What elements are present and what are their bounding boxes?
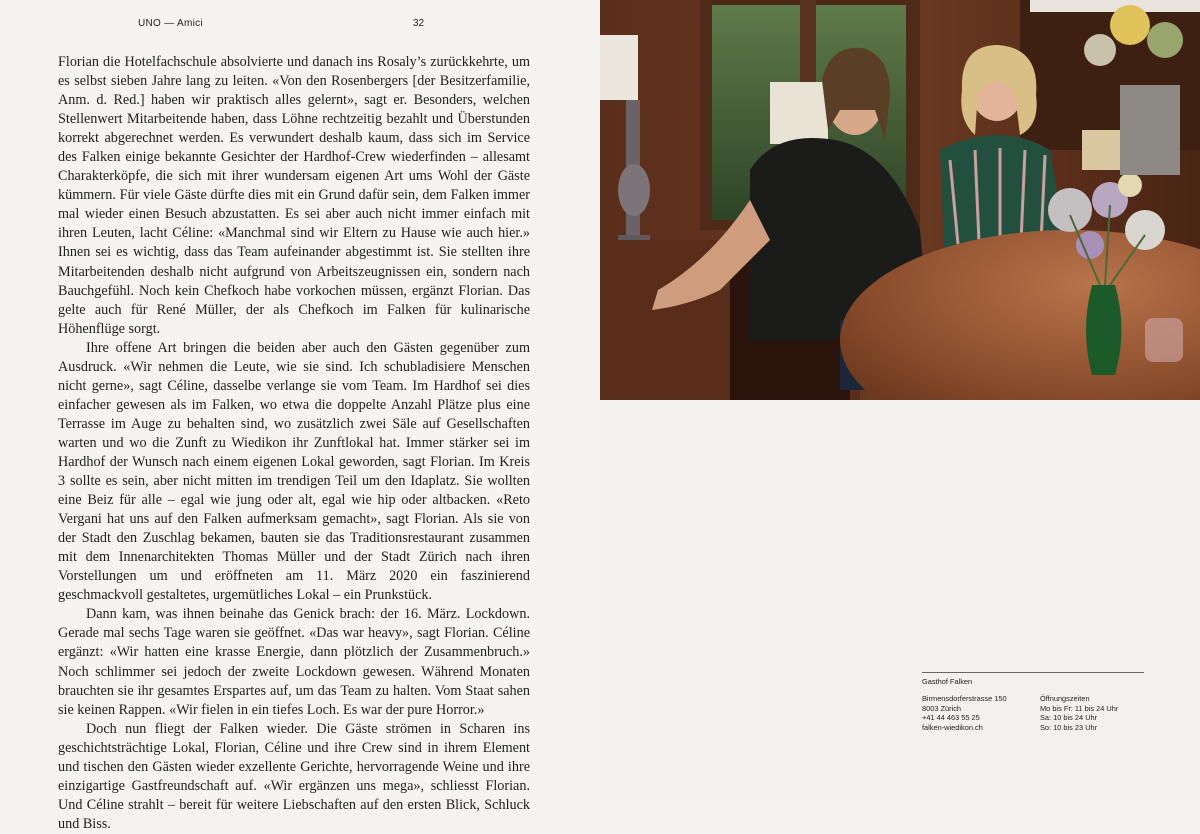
phone-number: +41 44 463 55 25 (922, 713, 980, 723)
hours-sunday: So: 10 bis 23 Uhr (1040, 722, 1098, 732)
restaurant-photo (600, 0, 1200, 400)
right-page (600, 0, 1200, 800)
paragraph: Doch nun fliegt der Falken wieder. Die Gäste strömen in Scharen ins geschichtsträchtige Lokal, Florian, Céline und ihre Crew sind in ihrem Element und tischen den Gästen wieder exzellente Gerichte, hervorragende Weine und ihre einzigartige Gastfreundschaft auf. «Wir ergänzen uns mega», schliesst Florian. Und Céline strahlt – bereit für weitere Liebschaften auf den ersten Blick, Schluck und Biss. (58, 720, 530, 832)
paragraph: Dann kam, was ihnen beinahe das Genick brach: der 16. März. Lockdown. Gerade mal sechs Tage waren sie geöffnet. «Das war heavy», sagt Florian. Céline ergänzt: «Wir hatten eine krasse Energie, dann plötzlich der Zusammenbruch.» Noch schlimmer sei jedoch der zweite Lockdown gewesen. Während Monaten brauchten sie ihr gesamtes Erspartes auf, um das Team zu halten. Vom Staat sahen sie keinen Rappen. «Wir fielen in ein tiefes Loch. Es war der pure Horror.» (58, 606, 530, 718)
article-body (58, 53, 530, 834)
opening-hours-title: Öffnungszeiten (1040, 694, 1090, 703)
address-block (922, 694, 1007, 732)
hours-saturday: Sa: 10 bis 24 Uhr (1040, 713, 1098, 723)
website-link[interactable]: falken-wiedikon.ch (922, 722, 983, 732)
running-head: UNO — Amici (138, 18, 203, 29)
paragraph: Ihre offene Art bringen die beiden aber auch den Gästen gegenüber zum Ausdruck. «Wir nehmen die Leute, wie sie sind. Ich schubladisiere Menschen nicht gerne», sagt Céline, dasselbe verlange sie vom Team. Im Hardhof sei dies einfacher gewesen als im Falken, wo etwa die doppelte Anzahl Plätze plus eine Terrasse im Auge zu behalten sind, wo zusätzlich zwei Säle auf Gesellschaften warten und wo die Zunft zu Wiedikon ihr Zunftlokal hat. Immer stärker sei im Hardhof der Wunsch nach einem eigenen Lokal geworden, sagt Florian. Im Kreis 3 sollte es sein, aber nicht mitten im trendigen Teil um den Idaplatz. Sie wollten eine Beiz für alle – egal wie jung oder alt, egal wie hip oder altbacken. «Reto Vergani hat uns auf den Falken aufmerksam gemacht», sagt Florian. Als sie von der Stadt den Zuschlag bekamen, bauten sie das Traditionsrestaurant zusammen mit dem Innenarchitekten Thomas Müller und der Stadt Zürich nach ihren Vorstellungen um und eröffneten am 11. März 2020 ein faszinierend geschmackvoll gestaltetes, urgemütliches Lokal – ein Prunkstück. (58, 339, 530, 604)
address-city: 8003 Zürich (922, 703, 962, 713)
info-rule (922, 672, 1144, 673)
restaurant-name: Gasthof Falken (922, 677, 973, 686)
restaurant-info (922, 677, 1152, 737)
paragraph: Florian die Hotelfachschule absolvierte und danach ins Rosaly’s zurückkehrte, um es selbst sieben Jahre lang zu leiten. «Von den Rosenbergers [der Besitzerfamilie, Anm. d. Red.] haben wir praktisch alles gelernt», sagt er. Besonders, welchen Stellenwert Mitarbeitende haben, dass Löhne rechtzeitig bezahlt und Überstunden korrekt abgerechnet werden. Es verwundert deshalb kaum, dass sich im Service des Falken einige bekannte Gesichter der Hardhof-Crew wiederfinden – allesamt Charakterköpfe, die sich mit ihrer wundersam eigenen Art ums Wohl der Gäste kümmern. Für viele Gäste dürfte dies mit ein Grund dafür sein, dem Falken immer mal wieder einen Besuch abzustatten. Es sei aber auch nicht immer einfach mit ihren Leuten, lacht Céline: «Manchmal sind wir Eltern zu Hause wie auch hier.» Ihnen sei es wichtig, dass das Team aufeinander abgestimmt ist. Sie stellten ihre Mitarbeitenden deshalb nicht aufgrund von Arbeitszeugnissen ein, sondern nach Bauchgefühl. Noch kein Chefkoch habe vorkochen müssen, ergänzt Florian. Das gelte auch für René Müller, der als Chefkoch im Falken für kulinarische Höhenflüge sorgt. (58, 54, 530, 337)
opening-hours-block (1040, 694, 1118, 732)
hours-weekdays: Mo bis Fr: 11 bis 24 Uhr (1040, 703, 1119, 713)
left-page (0, 0, 600, 832)
address-street: Birmensdorferstrasse 150 (922, 694, 1007, 703)
page-number: 32 (413, 18, 425, 29)
